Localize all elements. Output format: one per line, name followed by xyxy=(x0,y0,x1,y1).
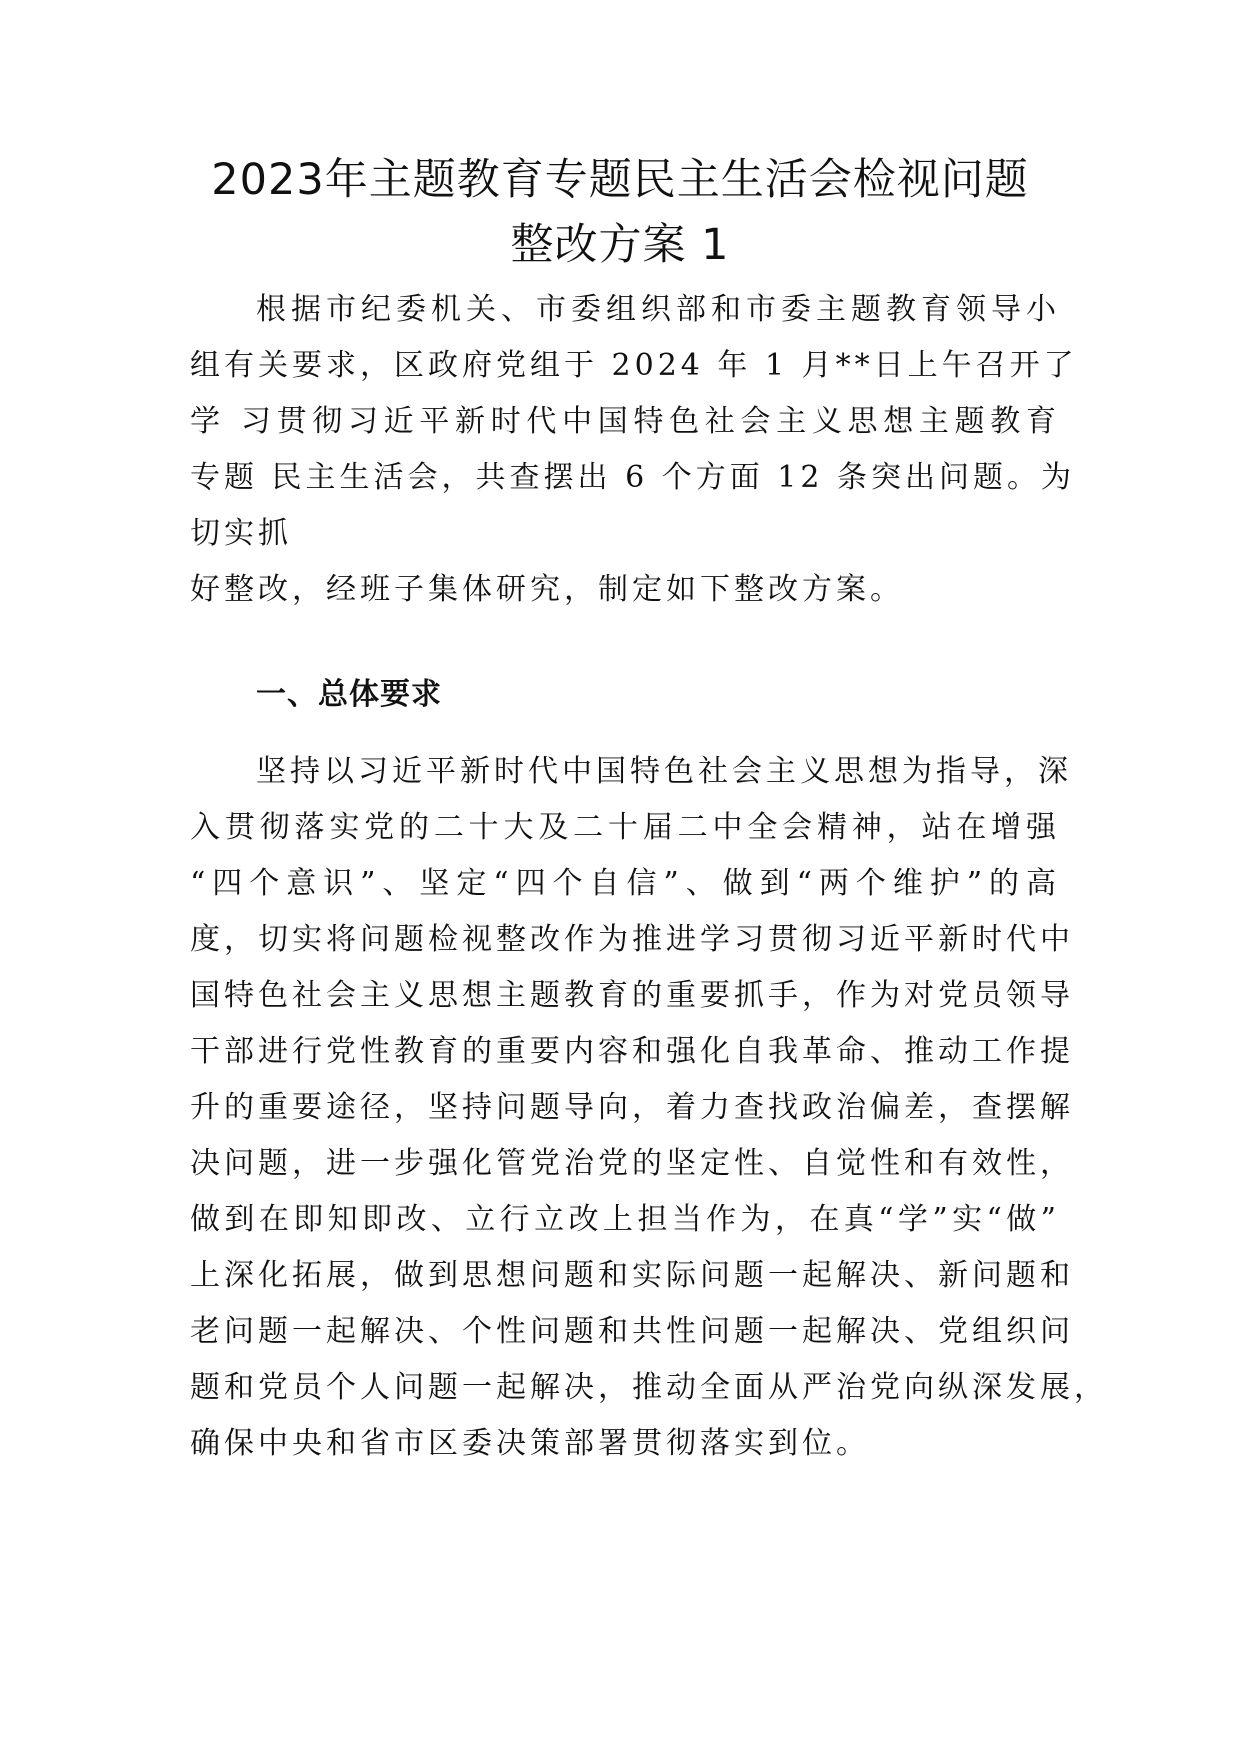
body-line: 入贯彻落实党的二十大及二十届二中全会精神，站在增强 xyxy=(190,810,1060,845)
body-line: 题和党员个人问题一起解决，推动全面从严治党向纵深发展， xyxy=(190,1370,1108,1405)
intro-line: 切实抓 xyxy=(190,516,292,551)
body-line: 升的重要途径，坚持问题导向，着力查找政治偏差，查摆解 xyxy=(190,1090,1074,1125)
intro-line: 专题 民主生活会，共查摆出 6 个方面 12 条突出问题。为 xyxy=(190,460,1075,495)
body-line: “四个意识”、坚定“四个自信”、做到“两个维护”的高 xyxy=(190,866,1060,901)
document-title-line-1: 2023年主题教育专题民主生活会检视问题 xyxy=(211,155,1029,205)
intro-line: 学 习贯彻习近平新时代中国特色社会主义思想主题教育 xyxy=(190,404,1060,439)
body-line: 度，切实将问题检视整改作为推进学习贯彻习近平新时代中 xyxy=(190,922,1074,957)
body-line: 上深化拓展，做到思想问题和实际问题一起解决、新问题和 xyxy=(190,1258,1074,1293)
section-heading: 一、总体要求 xyxy=(256,677,442,712)
document-title-line-2: 整改方案 1 xyxy=(510,220,730,270)
body-line: 做到在即知即改、立行立改上担当作为，在真“学”实“做” xyxy=(190,1202,1060,1237)
body-line: 确保中央和省市区委决策部署贯彻落实到位。 xyxy=(190,1426,870,1461)
intro-line: 根据市纪委机关、市委组织部和市委主题教育领导小 xyxy=(256,292,1060,327)
body-line: 老问题一起解决、个性问题和共性问题一起解决、党组织问 xyxy=(190,1314,1074,1349)
intro-line: 组有关要求，区政府党组于 2024 年 1 月**日上午召开了 xyxy=(190,348,1078,383)
intro-line: 好整改，经班子集体研究，制定如下整改方案。 xyxy=(190,572,904,607)
body-line: 坚持以习近平新时代中国特色社会主义思想为指导，深 xyxy=(256,754,1072,789)
body-line: 干部进行党性教育的重要内容和强化自我革命、推动工作提 xyxy=(190,1034,1074,1069)
body-line: 决问题，进一步强化管党治党的坚定性、自觉性和有效性， xyxy=(190,1146,1074,1181)
body-line: 国特色社会主义思想主题教育的重要抓手，作为对党员领导 xyxy=(190,978,1074,1013)
